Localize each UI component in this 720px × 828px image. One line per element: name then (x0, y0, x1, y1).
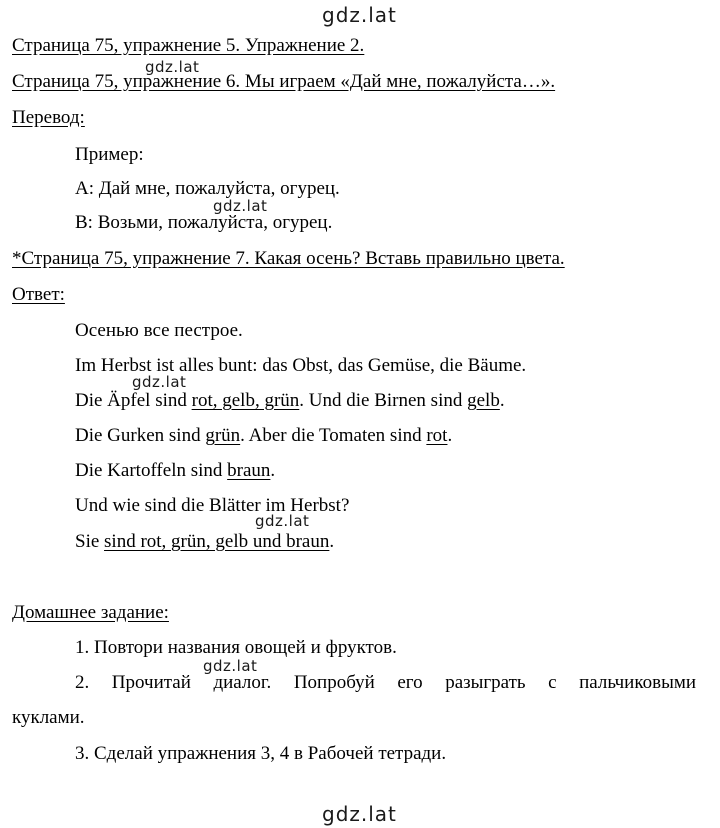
color-answer: sind rot, grün, gelb und braun (104, 531, 330, 552)
color-answer: rot, gelb, grün (191, 390, 300, 411)
example-label: Пример: (75, 144, 144, 165)
watermark: gdz.lat (213, 197, 268, 215)
word: пальчиковыми (579, 672, 697, 693)
answer-line-sie (75, 531, 334, 553)
answer-line-herbst: Im Herbst ist alles bunt: das Obst, das Gemüse, die Bäume. (75, 355, 527, 376)
color-answer: grün (205, 425, 241, 446)
color-answer: rot (426, 425, 448, 446)
text: . (329, 531, 335, 552)
answer-line-blaetter: Und wie sind die Blätter im Herbst? (75, 495, 350, 516)
homework-heading: Домашнее задание: (12, 602, 169, 623)
answer-line-aepfel (75, 390, 505, 412)
color-answer: braun (227, 460, 271, 481)
exercise-6-heading: Страница 75, упражнение 6. Мы играем «Дай мне, пожалуйста…». (12, 71, 556, 92)
text: . (499, 390, 505, 411)
word: диалог. (213, 672, 272, 693)
watermark: gdz.lat (132, 373, 187, 391)
text: . Und die Birnen sind (299, 390, 468, 411)
watermark: gdz.lat (145, 58, 200, 76)
text: Die Äpfel sind (75, 390, 192, 411)
homework-item-2-continuation: куклами. (12, 707, 85, 728)
text: Die Gurken sind (75, 425, 206, 446)
word: его (397, 672, 423, 693)
watermark-top: gdz.lat (322, 3, 397, 27)
word: Прочитай (111, 672, 191, 693)
homework-item-2 (75, 672, 696, 694)
dialog-line-a: А: Дай мне, пожалуйста, огурец. (75, 178, 340, 199)
watermark: gdz.lat (203, 657, 258, 675)
homework-item-1: 1. Повтори названия овощей и фруктов. (75, 637, 397, 658)
word: 2. (75, 672, 90, 693)
exercise-7-heading: *Страница 75, упражнение 7. Какая осень? Вставь правильно цвета. (12, 248, 565, 269)
exercise-5-heading: Страница 75, упражнение 5. Упражнение 2. (12, 35, 365, 56)
answer-line-kartoffeln (75, 460, 275, 482)
dialog-line-b: В: Возьми, пожалуйста, огурец. (75, 212, 333, 233)
homework-item-3: 3. Сделай упражнения 3, 4 в Рабочей тетради. (75, 743, 447, 764)
watermark: gdz.lat (255, 512, 310, 530)
word: разыграть (445, 672, 526, 693)
text: . Aber die Tomaten sind (240, 425, 427, 446)
word: с (548, 672, 557, 693)
text: Sie (75, 531, 105, 552)
text: . (447, 425, 453, 446)
text: Die Kartoffeln sind (75, 460, 228, 481)
answer-line-autumn: Осенью все пестрое. (75, 320, 243, 341)
watermark-bottom: gdz.lat (322, 802, 397, 826)
answer-line-gurken (75, 425, 452, 447)
translation-heading: Перевод: (12, 107, 85, 128)
answer-heading: Ответ: (12, 284, 65, 305)
color-answer: gelb (467, 390, 500, 411)
word: Попробуй (293, 672, 375, 693)
text: . (270, 460, 276, 481)
